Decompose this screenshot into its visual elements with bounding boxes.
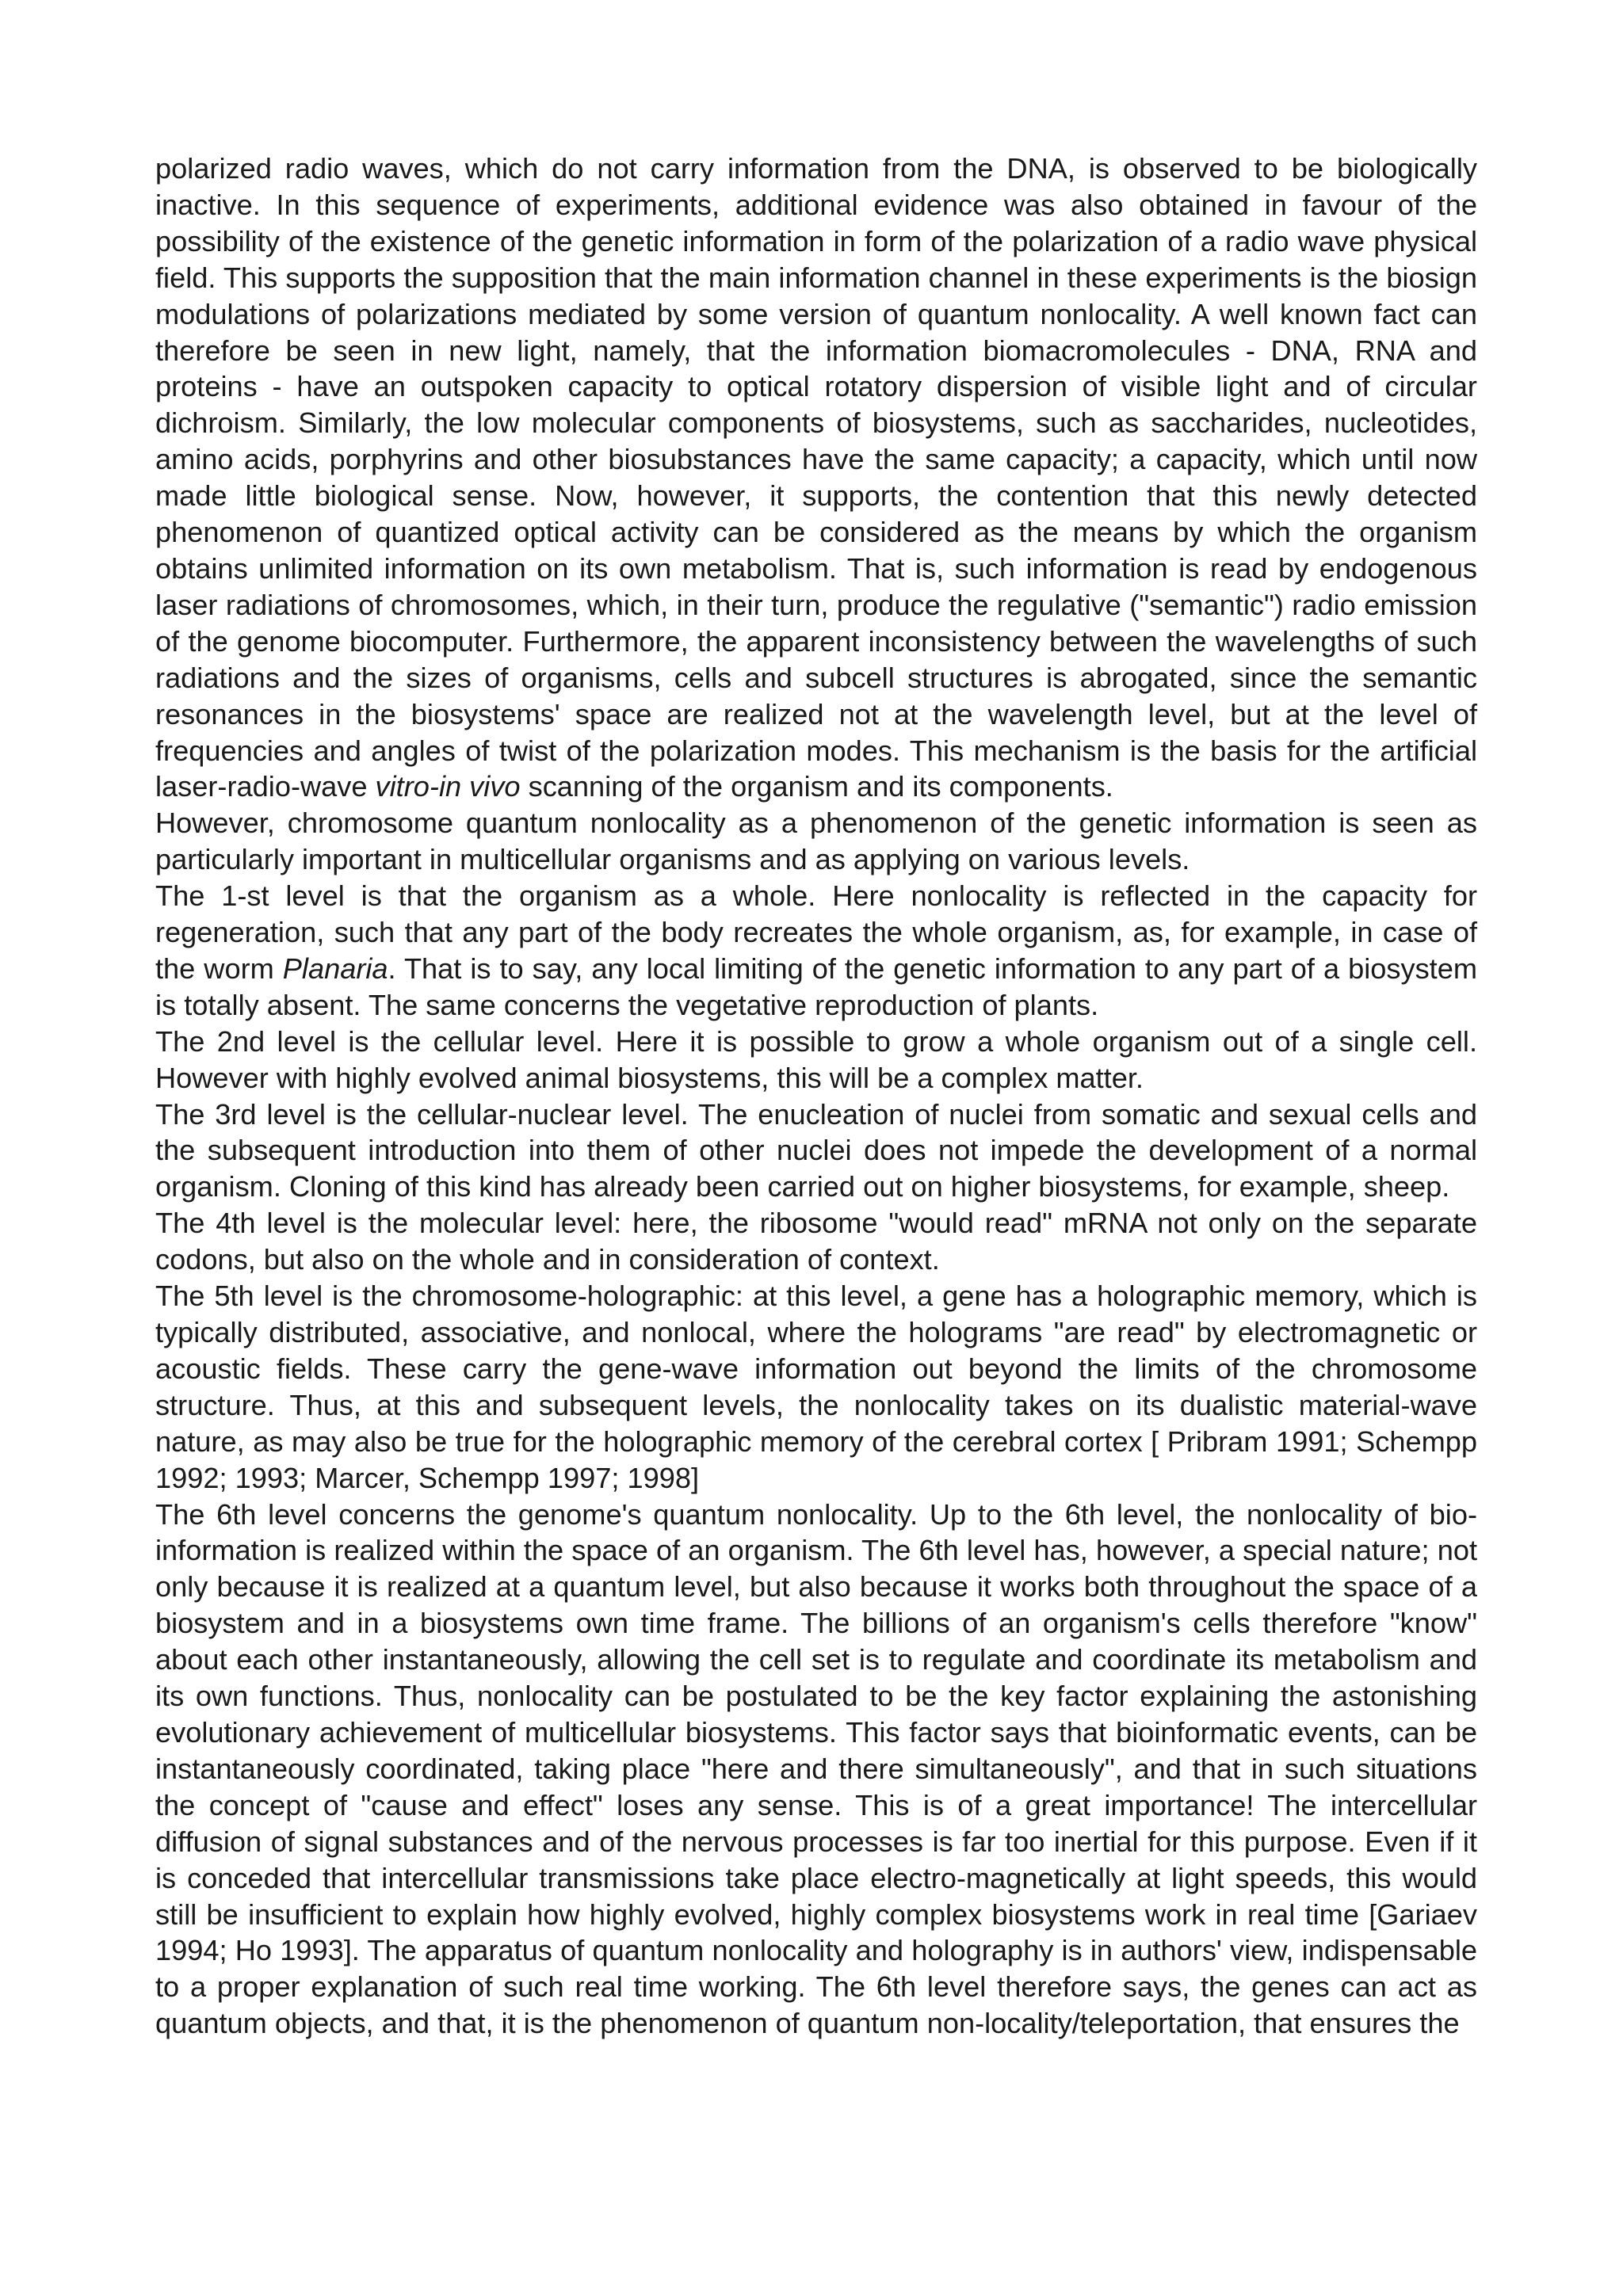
paragraph-text: polarized radio waves, which do not carry information from the DNA, is observed to be biologically inactive. In this sequence of experiments, additional evidence was also obtained in favour of the possibility of the existence of the genetic information in form of the polarization of a radio wave physical field. This supports the supposition that the main information channel in these experiments is the biosign modulations of polarizations mediated by some version of quantum nonlocality. A well known fact can therefore be seen in new light, namely, that the information biomacromolecules - DNA, RNA and proteins - have an outspoken capacity to optical rotatory dispersion of visible light and of circular dichroism. Similarly, the low molecular components of biosystems, such as saccharides, nucleotides, amino acids, porphyrins and other biosubstances have the same capacity; a capacity, which until now made little biological sense. Now, however, it supports, the contention that this newly detected phenomenon of quantized optical activity can be considered as the means by which the organism obtains unlimited information on its own metabolism. That is, such information is read by endogenous laser radiations of chromosomes, which, in their turn, produce the regulative ("semantic") radio emission of the genome biocomputer. Furthermore, the apparent inconsistency between the wavelengths of such radiations and the sizes of organisms, cells and subcell structures is abrogated, since the semantic resonances in the biosystems' space are realized not at the wavelength level, but at the level of frequencies and angles of twist of the polarization modes. This mechanism is the basis for the artificial laser-radio-wave [155, 152, 1477, 803]
italic-term: vitro-in vivo [375, 770, 521, 803]
paragraph-polarization [155, 151, 1477, 805]
italic-term: Planaria [282, 952, 388, 985]
paragraph-text: . That is to say, any local limiting of the genetic information to any part of a biosystem is totally absent. The same concerns the vegetative reproduction of plants. [155, 952, 1477, 1021]
paragraph-level-3: The 3rd level is the cellular-nuclear level. The enucleation of nuclei from somatic and sexual cells and the subsequent introduction into them of other nuclei does not impede the development of a normal organism. Cloning of this kind has already been carried out on higher biosystems, for example, sheep. [155, 1097, 1477, 1203]
paragraph-text: The 1-st level is that the organism as a whole. Here nonlocality is reflected in the capacity for regeneration, such that any part of the body recreates the whole organism, as, for example, in case of the worm [155, 879, 1477, 985]
document-page [155, 151, 1477, 2042]
paragraph-level-6: The 6th level concerns the genome's quantum nonlocality. Up to the 6th level, the nonlocality of bio-information is realized within the space of an organism. The 6th level has, however, a special nature; not only because it is realized at a quantum level, but also because it works both throughout the space of a biosystem and in a biosystems own time frame. The billions of an organism's cells therefore "know" about each other instantaneously, allowing the cell set is to regulate and coordinate its metabolism and its own functions. Thus, nonlocality can be postulated to be the key factor explaining the astonishing evolutionary achievement of multicellular biosystems. This factor says that bioinformatic events, can be instantaneously coordinated, taking place "here and there simultaneously", and that in such situations the concept of "cause and effect" loses any sense. This is of a great importance! The intercellular diffusion of signal substances and of the nervous processes is far too inertial for this purpose. Even if it is conceded that intercellular transmissions take place electro-magnetically at light speeds, this would still be insufficient to explain how highly evolved, highly complex biosystems work in real time [Gariaev 1994; Ho 1993]. The apparatus of quantum nonlocality and holography is in authors' view, indispensable to a proper explanation of such real time working. The 6th level therefore says, the genes can act as quantum objects, and that, it is the phenomenon of quantum non-locality/teleportation, that ensures the [155, 1497, 1477, 2040]
paragraph-text: scanning of the organism and its components. [520, 770, 1113, 803]
paragraph-level-1 [155, 878, 1477, 1024]
paragraph-level-5: The 5th level is the chromosome-holographic: at this level, a gene has a holographic memory, which is typically distributed, associative, and nonlocal, where the holograms "are read" by electromagnetic or acoustic fields. These carry the gene-wave information out beyond the limits of the chromosome structure. Thus, at this and subsequent levels, the nonlocality takes on its dualistic material-wave nature, as may also be true for the holographic memory of the cerebral cortex [ Pribram 1991; Schempp 1992; 1993; Marcer, Schempp 1997; 1998] [155, 1280, 1477, 1494]
paragraph-level-2: The 2nd level is the cellular level. Here it is possible to grow a whole organism out of a single cell. However with highly evolved animal biosystems, this will be a complex matter. [155, 1024, 1477, 1094]
paragraph-level-4: The 4th level is the molecular level: here, the ribosome "would read" mRNA not only on the separate codons, but also on the whole and in consideration of context. [155, 1207, 1477, 1276]
paragraph-chromosome-nonlocality: However, chromosome quantum nonlocality as a phenomenon of the genetic information is seen as particularly important in multicellular organisms and as applying on various levels. [155, 807, 1477, 876]
